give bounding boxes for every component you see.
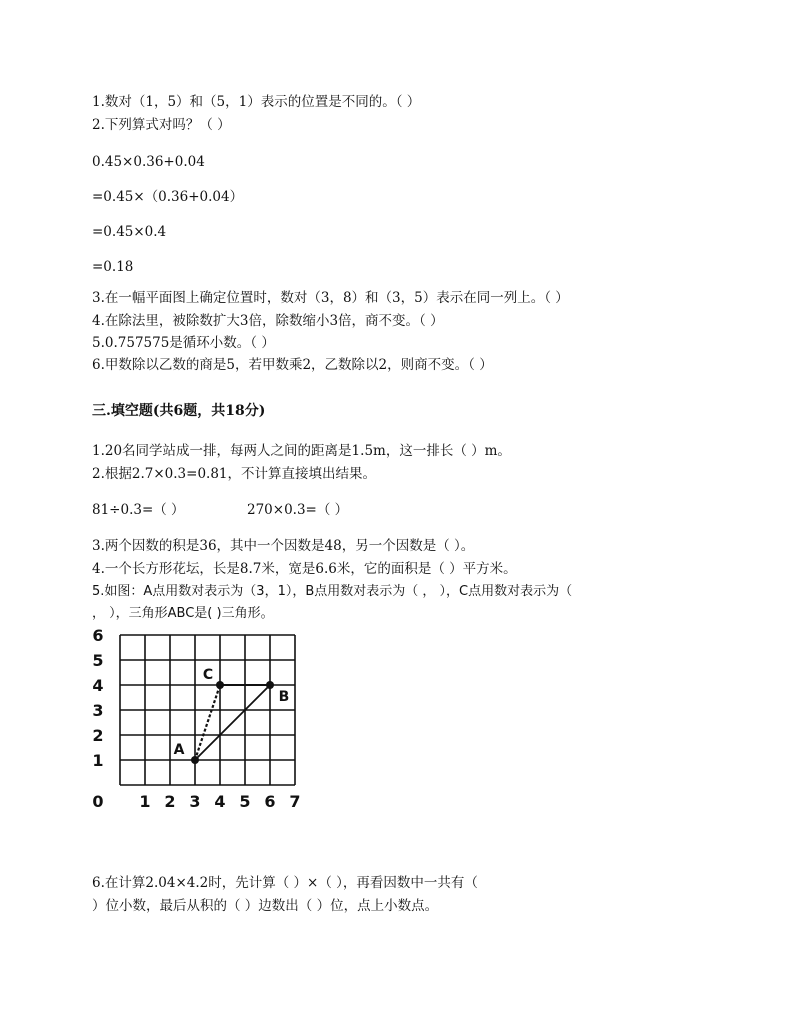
fill-q6-line1: 6.在计算2.04×4.2时，先计算（ ）×（ ），再看因数中一共有（ xyxy=(92,875,478,891)
x-tick-label: 5 xyxy=(239,792,251,811)
point-c-dot xyxy=(216,681,224,689)
point-a-dot xyxy=(191,756,199,764)
fill-q3: 3.两个因数的积是36，其中一个因数是48，另一个因数是（ ）。 xyxy=(92,538,475,554)
grid-lines xyxy=(120,635,295,785)
fill-q4: 4.一个长方形花坛，长是8.7米，宽是6.6米，它的面积是（ ）平方米。 xyxy=(92,561,517,577)
point-b-label: B xyxy=(278,689,290,705)
fill-q5-line1: 5.如图：A点用数对表示为（3，1），B点用数对表示为（ ， ），C点用数对表示为（ xyxy=(92,584,573,599)
point-b-dot xyxy=(266,681,274,689)
fill-q2b: 270×0.3=（ ） xyxy=(247,502,349,518)
y-tick-label: 5 xyxy=(92,651,104,670)
point-a-label: A xyxy=(173,742,185,758)
judge-q1: 1.数对（1，5）和（5，1）表示的位置是不同的。（ ） xyxy=(92,94,421,110)
fill-q1: 1.20名同学站成一排，每两人之间的距离是1.5m，这一排长（ ）m。 xyxy=(92,443,511,459)
judge-q5: 5.0.757575是循环小数。（ ） xyxy=(92,335,275,351)
x-tick-label: 0 xyxy=(92,792,104,811)
fill-q6-line2: ）位小数，最后从积的（ ）边数出（ ）位，点上小数点。 xyxy=(92,898,439,914)
fill-q2a: 81÷0.3=（ ） xyxy=(92,502,185,518)
y-tick-label: 2 xyxy=(92,726,104,745)
x-tick-label: 3 xyxy=(189,792,201,811)
fill-q2: 2.根据2.7×0.3=0.81，不计算直接填出结果。 xyxy=(92,466,377,482)
y-tick-label: 3 xyxy=(92,701,104,720)
judge-q4: 4.在除法里，被除数扩大3倍，除数缩小3倍，商不变。（ ） xyxy=(92,313,444,329)
section-title: 三.填空题(共6题，共18分) xyxy=(92,403,266,419)
judge-q3: 3.在一幅平面图上确定位置时，数对（3，8）和（3，5）表示在同一列上。（ ） xyxy=(92,290,569,306)
fill-q5-line2: ， ），三角形ABC是( )三角形。 xyxy=(92,606,274,621)
calc-line-3: =0.45×0.4 xyxy=(92,224,167,240)
segment-ab xyxy=(195,685,270,760)
x-tick-label: 6 xyxy=(264,792,276,811)
points xyxy=(174,667,290,764)
point-c-label: C xyxy=(202,667,214,683)
triangle-abc xyxy=(195,685,270,760)
calc-line-1: 0.45×0.36+0.04 xyxy=(92,154,205,170)
y-tick-label: 4 xyxy=(92,676,104,695)
coordinate-grid-figure xyxy=(88,626,318,838)
x-tick-label: 7 xyxy=(289,792,301,811)
x-tick-label: 1 xyxy=(139,792,151,811)
calc-line-4: =0.18 xyxy=(92,259,134,275)
judge-q6: 6.甲数除以乙数的商是5，若甲数乘2，乙数除以2，则商不变。（ ） xyxy=(92,357,493,373)
x-tick-label: 4 xyxy=(214,792,226,811)
judge-q2: 2.下列算式对吗？（ ） xyxy=(92,117,231,133)
y-tick-label: 6 xyxy=(92,626,104,645)
calc-line-2: =0.45×（0.36+0.04） xyxy=(92,189,244,205)
x-tick-label: 2 xyxy=(164,792,176,811)
y-tick-label: 1 xyxy=(92,751,104,770)
